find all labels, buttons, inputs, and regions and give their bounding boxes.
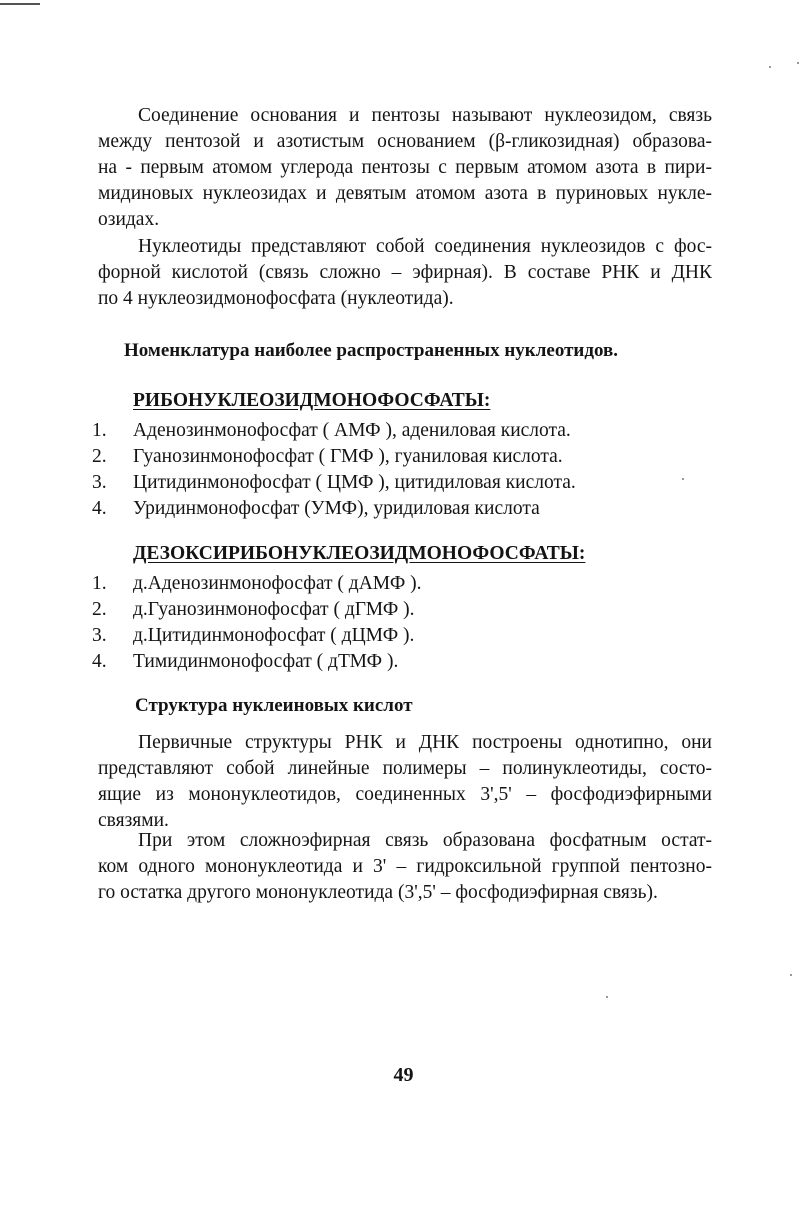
item-text: д.Цитидинмонофосфат ( дЦМФ ). bbox=[133, 625, 415, 646]
item-text: д.Гуанозинмонофосфат ( дГМФ ). bbox=[133, 599, 415, 620]
paragraph-primary-structure bbox=[98, 730, 712, 834]
text-line: форной кислотой (связь сложно – эфирная). В составе РНК и ДНК bbox=[98, 262, 712, 283]
item-text: Цитидинмонофосфат ( ЦМФ ), цитидиловая кислота. bbox=[133, 472, 576, 493]
text-line: по 4 нуклеозидмонофосфата (нуклеотида). bbox=[98, 288, 454, 309]
scan-speck bbox=[797, 62, 799, 64]
scan-speck bbox=[682, 478, 684, 480]
item-text: Уридинмонофосфат (УМФ), уридиловая кислота bbox=[133, 498, 540, 519]
text-line: го остатка другого мононуклеотида (3',5' – фосфодиэфирная связь). bbox=[98, 882, 658, 903]
text-line: ком одного мононуклеотида и 3' – гидроксильной группой пентозно- bbox=[98, 856, 712, 877]
item-number: 3. bbox=[92, 625, 107, 646]
text-line: связями. bbox=[98, 810, 169, 831]
deoxyribonucleotide-subheading: ДЕЗОКСИРИБОНУКЛЕОЗИДМОНОФОСФАТЫ: bbox=[133, 543, 586, 564]
item-text: д.Аденозинмонофосфат ( дАМФ ). bbox=[133, 573, 422, 594]
item-text: Аденозинмонофосфат ( АМФ ), адениловая кислота. bbox=[133, 420, 571, 441]
scan-speck bbox=[606, 996, 608, 998]
text-line: между пентозой и азотистым основанием (β-гликозидная) образова- bbox=[98, 131, 712, 152]
text-line: ящие из мононуклеотидов, соединенных 3',5' – фосфодиэфирными bbox=[98, 784, 712, 805]
item-number: 4. bbox=[92, 498, 107, 519]
list-item bbox=[92, 496, 576, 522]
list-item bbox=[92, 597, 422, 623]
ribonucleotide-subheading: РИБОНУКЛЕОЗИДМОНОФОСФАТЫ: bbox=[133, 390, 491, 411]
item-number: 3. bbox=[92, 472, 107, 493]
item-text: Тимидинмонофосфат ( дТМФ ). bbox=[133, 651, 399, 672]
item-number: 1. bbox=[92, 420, 107, 441]
text-line: Соединение основания и пентозы называют нуклеозидом, связь bbox=[138, 105, 712, 126]
text-line: представляют собой линейные полимеры – полинуклеотиды, состо- bbox=[98, 758, 712, 779]
list-item bbox=[92, 649, 422, 675]
scan-edge-mark bbox=[0, 3, 40, 5]
text-line: Нуклеотиды представляют собой соединения нуклеозидов с фос- bbox=[138, 236, 712, 257]
text-line: озидах. bbox=[98, 209, 160, 230]
list-item bbox=[92, 571, 422, 597]
list-item bbox=[92, 418, 576, 444]
structure-heading: Структура нуклеиновых кислот bbox=[135, 695, 413, 716]
item-text: Гуанозинмонофосфат ( ГМФ ), гуаниловая кислота. bbox=[133, 446, 563, 467]
ribonucleotide-list bbox=[92, 418, 576, 522]
list-item bbox=[92, 623, 422, 649]
list-item bbox=[92, 470, 576, 496]
list-item bbox=[92, 444, 576, 470]
scan-speck bbox=[769, 66, 771, 68]
paragraph-nucleotide bbox=[98, 234, 712, 312]
text-line: мидиновых нуклеозидах и девятым атомом азота в пуриновых нукле- bbox=[98, 183, 712, 204]
text-line: При этом сложноэфирная связь образована фосфатным остат- bbox=[138, 830, 712, 851]
text-line: на - первым атомом углерода пентозы с первым атомом азота в пири- bbox=[98, 157, 712, 178]
nomenclature-heading: Номенклатура наиболее распространенных нуклеотидов. bbox=[124, 340, 619, 361]
paragraph-nucleoside bbox=[98, 103, 712, 233]
text-line: Первичные структуры РНК и ДНК построены однотипно, они bbox=[138, 732, 712, 753]
paragraph-ester-bond bbox=[98, 828, 712, 906]
item-number: 4. bbox=[92, 651, 107, 672]
scan-speck bbox=[790, 974, 792, 976]
deoxyribonucleotide-list bbox=[92, 571, 422, 675]
item-number: 1. bbox=[92, 573, 107, 594]
item-number: 2. bbox=[92, 446, 107, 467]
page-number: 49 bbox=[393, 1064, 414, 1086]
item-number: 2. bbox=[92, 599, 107, 620]
